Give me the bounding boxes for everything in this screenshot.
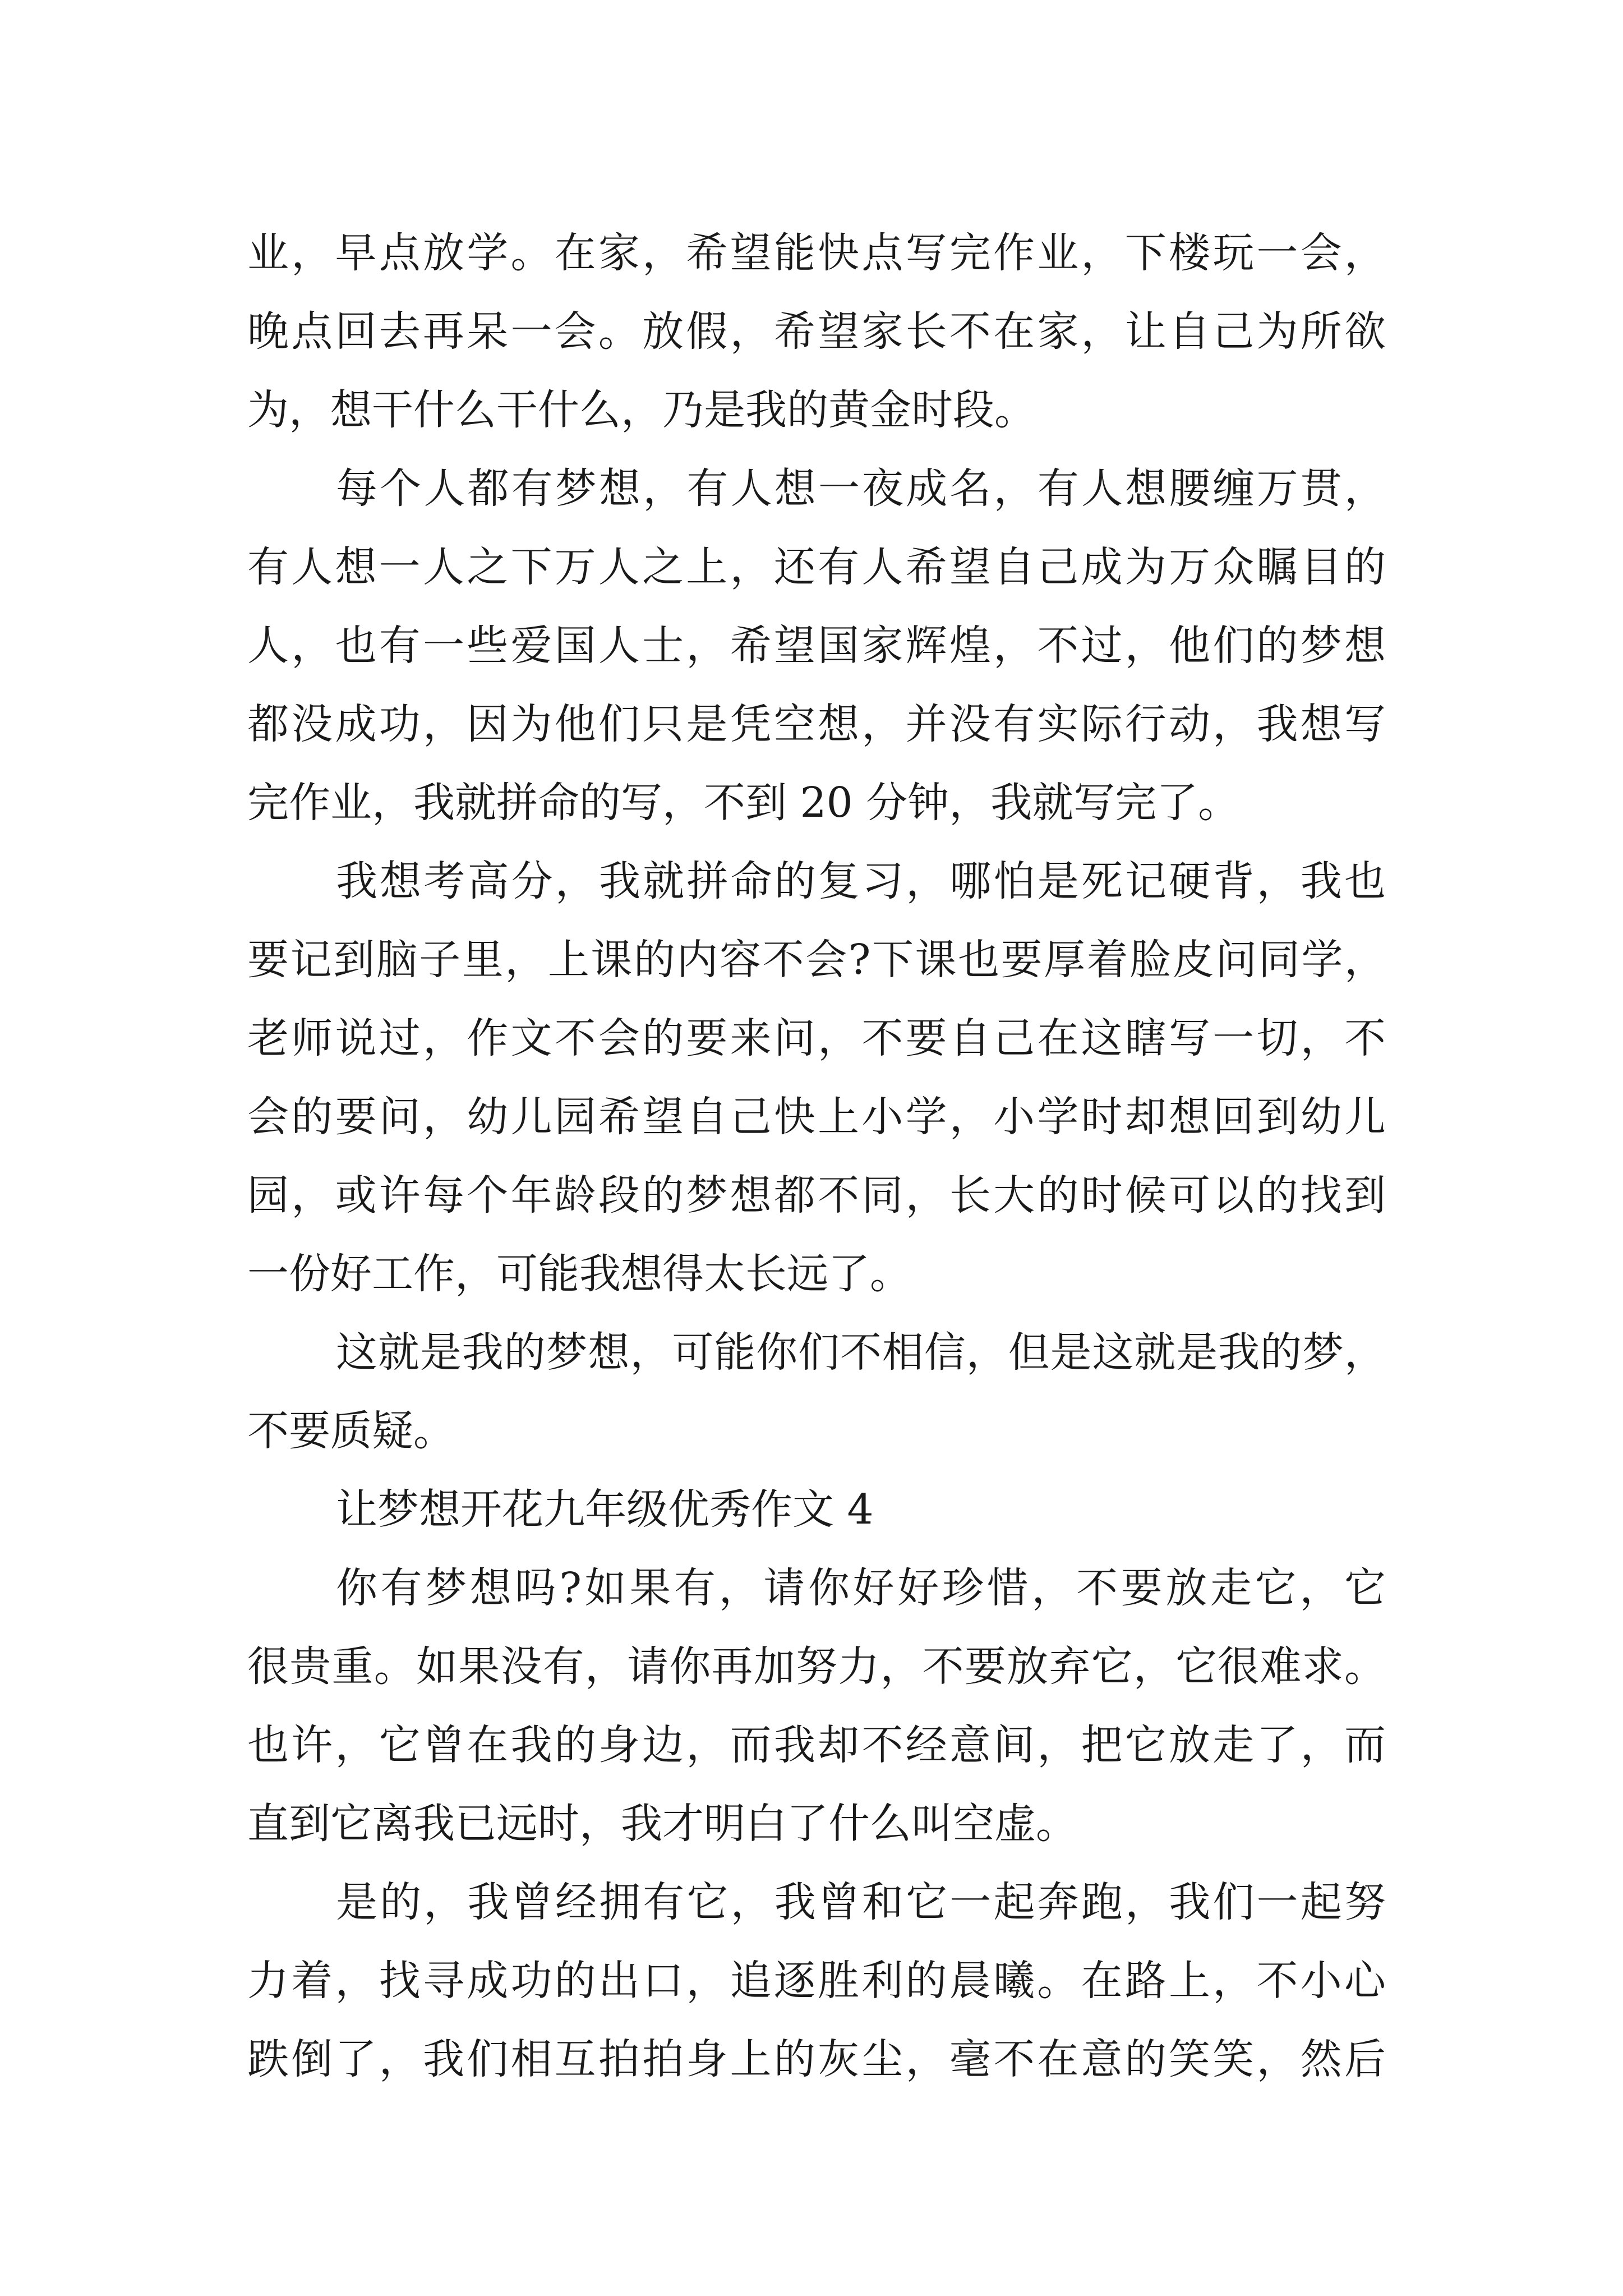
text-line-14: 一份好工作，可能我想得太长远了。 <box>247 1250 911 1298</box>
text-line-16: 不要质疑。 <box>247 1407 455 1455</box>
text-line-21: 直到它离我已远时，我才明白了什么叫空虚。 <box>247 1800 1077 1848</box>
text-line-10: 要记到脑子里，上课的内容不会?下课也要厚着脸皮问同学， <box>247 936 1386 984</box>
text-line-8: 完作业，我就拼命的写，不到 20 分钟，我就写完了。 <box>247 779 1240 827</box>
text-line-15: 这就是我的梦想，可能你们不相信，但是这就是我的梦， <box>336 1328 1386 1377</box>
text-line-13: 园，或许每个年龄段的梦想都不同，长大的时候可以的找到 <box>247 1171 1386 1220</box>
text-line-20: 也许，它曾在我的身边，而我却不经意间，把它放走了，而 <box>247 1721 1386 1769</box>
text-line-19: 很贵重。如果没有，请你再加努力，不要放弃它，它很难求。 <box>247 1642 1386 1691</box>
text-line-24: 跌倒了，我们相互拍拍身上的灰尘，毫不在意的笑笑，然后 <box>247 2035 1386 2083</box>
text-line-23: 力着，找寻成功的出口，追逐胜利的晨曦。在路上，不小心 <box>247 1957 1386 2005</box>
text-line-7: 都没成功，因为他们只是凭空想，并没有实际行动，我想写 <box>247 700 1386 748</box>
text-line-12: 会的要问，幼儿园希望自己快上小学，小学时却想回到幼儿 <box>247 1093 1386 1141</box>
text-line-4: 每个人都有梦想，有人想一夜成名，有人想腰缠万贯， <box>336 464 1386 513</box>
section-title: 让梦想开花九年级优秀作文 4 <box>336 1485 874 1534</box>
text-line-5: 有人想一人之下万人之上，还有人希望自己成为万众瞩目的 <box>247 543 1386 591</box>
text-line-1: 业，早点放学。在家，希望能快点写完作业，下楼玩一会， <box>247 229 1386 277</box>
text-line-22: 是的，我曾经拥有它，我曾和它一起奔跑，我们一起努 <box>336 1878 1386 1926</box>
text-line-18: 你有梦想吗?如果有，请你好好珍惜，不要放走它，它 <box>336 1564 1386 1612</box>
text-line-9: 我想考高分，我就拼命的复习，哪怕是死记硬背，我也 <box>336 857 1386 905</box>
text-line-3: 为，想干什么干什么，乃是我的黄金时段。 <box>247 386 1036 434</box>
text-line-6: 人，也有一些爱国人士，希望国家辉煌，不过，他们的梦想 <box>247 622 1386 670</box>
text-line-11: 老师说过，作文不会的要来问，不要自己在这瞎写一切，不 <box>247 1014 1386 1062</box>
text-line-2: 晚点回去再呆一会。放假，希望家长不在家，让自己为所欲 <box>247 307 1386 356</box>
